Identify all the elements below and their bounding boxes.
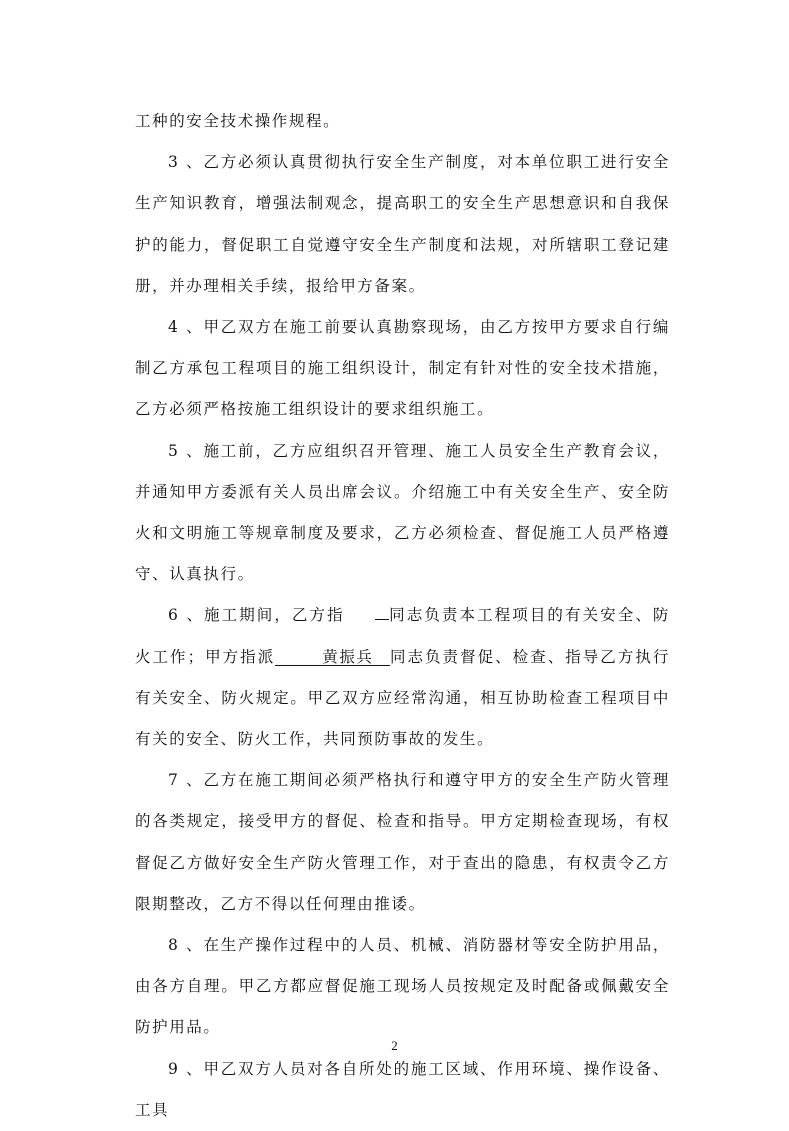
contractor-safety-officer-blank: [375, 619, 389, 620]
paragraph-clause-7: 7 、乙方在施工期间必须严格执行和遵守甲方的安全生产防火管理的各类规定，接受甲方的督促、检查和指导。甲方定期检查现场，有权督促乙方做好安全生产防火管理工作，对于查出的隐患，有权责令乙方限期整改，乙方不得以任何理由推诿。: [135, 771, 670, 913]
document-body: [135, 101, 670, 1131]
paragraph-clause-8: 8 、在生产操作过程中的人员、机械、消防器材等安全防护用品，由各方自理。甲乙方都应督促施工现场人员按规定及时配备或佩戴安全防护用品。: [135, 936, 670, 1037]
page-number: 2: [391, 1038, 398, 1053]
clause-6-part-1: 6 、施工期间，乙方指: [168, 606, 345, 625]
clause-6-part-2: 同志负责本工程项目的有关安全、防火工作；甲方指派: [135, 606, 670, 666]
paragraph-clause-4: 4 、甲乙双方在施工前要认真勘察现场，由乙方按甲方要求自行编制乙方承包工程项目的施工组织设计，制定有针对性的安全技术措施，乙方必须严格按施工组织设计的要求组织施工。: [135, 318, 670, 419]
paragraph-continuation: 工种的安全技术操作规程。: [135, 112, 341, 130]
paragraph-clause-5: 5 、施工前，乙方应组织召开管理、施工人员安全生产教育会议，并通知甲方委派有关人员出席会议。介绍施工中有关安全生产、安全防火和文明施工等规章制度及要求，乙方必须检查、督促施工人员严格遵守、认真执行。: [135, 441, 670, 584]
client-safety-officer-name: 黄振兵: [275, 649, 389, 666]
clause-6-part-3: 同志负责督促、检查、指导乙方执行有关安全、防火规定。甲乙双方应经常沟通，相互协助检查工程项目中有关的安全、防火工作，共同预防事故的发生。: [135, 647, 670, 749]
paragraph-clause-9: 9 、甲乙双方人员对各自所处的施工区域、作用环境、操作设备、工具: [135, 1059, 670, 1119]
paragraph-clause-6: [135, 595, 670, 760]
paragraph-clause-3: 3 、乙方必须认真贯彻执行安全生产制度，对本单位职工进行安全生产知识教育，增强法制观念，提高职工的安全生产思想意识和自我保护的能力，督促职工自觉遵守安全生产制度和法规，对所辖职工登记建册，并办理相关手续，报给甲方备案。: [135, 153, 670, 295]
